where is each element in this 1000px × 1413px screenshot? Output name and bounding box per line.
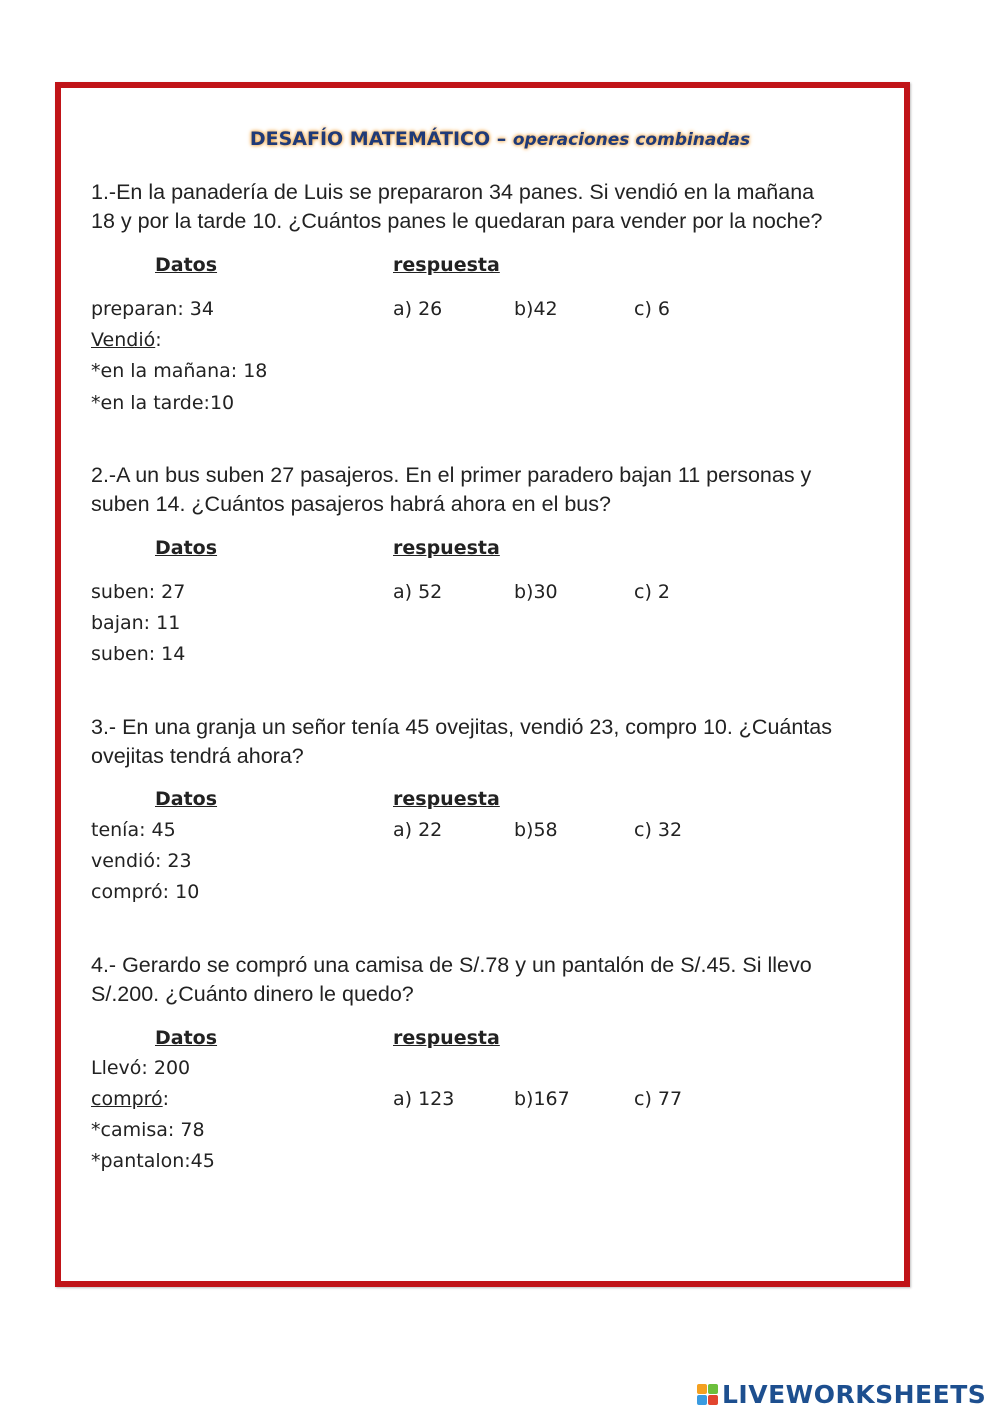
problem-2-data-line: suben: 27 — [91, 581, 186, 603]
problem-4-data-line: *camisa: 78 — [91, 1119, 205, 1141]
problem-4-question-line-1: 4.- Gerardo se compró una camisa de S/.78 y un pantalón de S/.45. Si llevo — [91, 953, 812, 977]
problem-2-respuesta-heading: respuesta — [393, 537, 500, 559]
problem-1-datos-heading: Datos — [155, 254, 218, 276]
problem-4-data-line — [91, 1088, 169, 1110]
problem-2-question — [91, 461, 906, 519]
problem-2-option-a[interactable]: a) 52 — [393, 581, 443, 603]
colon: : — [162, 1088, 170, 1110]
problem-4-question — [91, 951, 906, 1009]
colon: : — [155, 329, 162, 351]
problem-1-question-line-2: 18 y por la tarde 10. ¿Cuántos panes le quedaran para vender por la noche? — [91, 209, 823, 233]
problem-3-question — [91, 713, 911, 771]
problem-3-option-b[interactable]: b)58 — [514, 819, 558, 841]
problem-2-option-b[interactable]: b)30 — [514, 581, 558, 603]
problem-3-datos-heading: Datos — [155, 788, 218, 810]
problem-1-option-a[interactable]: a) 26 — [393, 298, 443, 320]
problem-3-data-line: tenía: 45 — [91, 819, 176, 841]
problem-2-question-line-1: 2.-A un bus suben 27 pasajeros. En el primer paradero bajan 11 personas y — [91, 463, 812, 487]
problem-3-question-line-2: ovejitas tendrá ahora? — [91, 744, 304, 768]
problem-2-question-line-2: suben 14. ¿Cuántos pasajeros habrá ahora en el bus? — [91, 492, 611, 516]
problem-1-data-line: *en la tarde:10 — [91, 392, 235, 414]
problem-1-option-c[interactable]: c) 6 — [634, 298, 670, 320]
problem-3-data-line: vendió: 23 — [91, 850, 192, 872]
liveworksheets-logo — [697, 1379, 986, 1409]
problem-4-option-c[interactable]: c) 77 — [634, 1088, 683, 1110]
problem-4-datos-heading: Datos — [155, 1027, 218, 1049]
problem-3-option-a[interactable]: a) 22 — [393, 819, 443, 841]
problem-1-vendio-label: Vendió — [91, 329, 156, 351]
problem-1-option-b[interactable]: b)42 — [514, 298, 558, 320]
problem-1-question-line-1: 1.-En la panadería de Luis se prepararon 34 panes. Si vendió en la mañana — [91, 180, 815, 204]
problem-4-question-line-2: S/.200. ¿Cuánto dinero le quedo? — [91, 982, 414, 1006]
worksheet-title — [0, 128, 1000, 150]
problem-3-respuesta-heading: respuesta — [393, 788, 500, 810]
problem-1-data-line — [91, 329, 162, 351]
problem-4-data-line: *pantalon:45 — [91, 1150, 215, 1172]
problem-4-respuesta-heading: respuesta — [393, 1027, 500, 1049]
problem-1-respuesta-heading: respuesta — [393, 254, 500, 276]
liveworksheets-logo-icon — [697, 1384, 718, 1405]
problem-4-compro-label: compró — [91, 1088, 163, 1110]
problem-2-data-line: bajan: 11 — [91, 612, 181, 634]
problem-4-option-b[interactable]: b)167 — [514, 1088, 570, 1110]
problem-1-data-line: preparan: 34 — [91, 298, 214, 320]
problem-3-data-line: compró: 10 — [91, 881, 200, 903]
problem-2-datos-heading: Datos — [155, 537, 218, 559]
problem-4-data-line: Llevó: 200 — [91, 1057, 191, 1079]
liveworksheets-logo-text: LIVEWORKSHEETS — [722, 1379, 987, 1409]
problem-3-question-line-1: 3.- En una granja un señor tenía 45 ovejitas, vendió 23, compro 10. ¿Cuántas — [91, 715, 833, 739]
problem-1-question — [91, 178, 906, 236]
problem-2-data-line: suben: 14 — [91, 643, 186, 665]
problem-3-option-c[interactable]: c) 32 — [634, 819, 683, 841]
problem-4-option-a[interactable]: a) 123 — [393, 1088, 455, 1110]
title-main: DESAFÍO MATEMÁTICO – — [249, 128, 513, 150]
problem-2-option-c[interactable]: c) 2 — [634, 581, 670, 603]
title-sub: operaciones combinadas — [512, 130, 751, 150]
problem-1-data-line: *en la mañana: 18 — [91, 360, 268, 382]
